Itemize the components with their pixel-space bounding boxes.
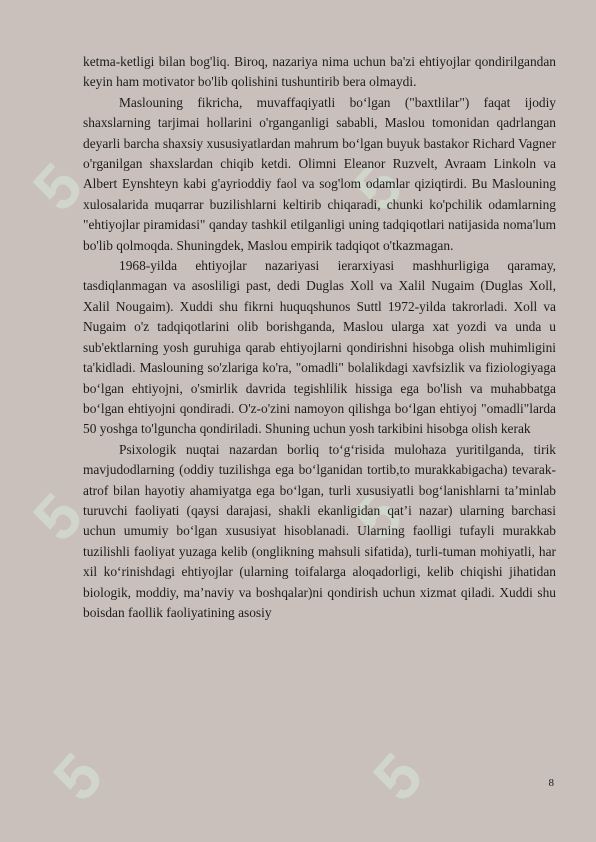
- paragraph-hall-nougaim: 1968-yilda ehtiyojlar nazariyasi ierarxiyasi mashhurligiga qaramay, tasdiqlanmagan va asosliligi past, dedi Duglas Xoll va Xalil Nugaim (Duglas Xoll, Xalil Nougaim). Xuddi shu fikrni huquqshunos Suttl 1972-yilda takrorladi. Xoll va Nugaim o'z tadqiqotlarini olib borishganda, Maslou ularga xat yozdi va unda u sub'ektlarning yosh guruhiga qarab ehtiyojlarni qondirishni hisobga olish muhimligini ta'kidladi. Maslouning so'zlariga ko'ra, "omadli" bolalikdagi xavfsizlik va fiziologiyaga bo‘lgan ehtiyojni, o'smirlik davrida tegishlilik hissiga ega bo'lish va muhabbatga bo‘lgan ehtiyojni qondiradi. O'z-o'zini namoyon qilishga bo‘lgan ehtiyoj "omadli"larda 50 yoshga to'lguncha qondiriladi. Shuning uchun yosh tarkibini hisobga olish kerak: [83, 258, 556, 437]
- watermark: 5: [19, 149, 97, 225]
- paragraph-continuation: ketma-ketligi bilan bog'liq. Biroq, nazariya nima uchun ba'zi ehtiyojlar qondirilgandan keyin ham motivator bo'lib qolishini tushuntirib bera olmaydi.: [83, 54, 556, 90]
- watermark: 5: [339, 479, 417, 555]
- watermark: 5: [19, 479, 97, 555]
- watermark: 5: [359, 739, 437, 815]
- paragraph-maslou-critique: Maslouning fikricha, muvaffaqiyatli bo‘lgan ("baxtlilar") faqat ijodiy shaxslarning tarjimai hollarini o'rganganligi sababli, Maslou tomonidan qadrlangan deyarli barcha shaxsiy xususiyatlardan mahrum bo‘lgan buyuk bastakor Richard Vagner o'rganilgan shaxslardan chiqib ketdi. Olimni Eleanor Ruzvelt, Avraam Linkoln va Albert Eynshteyn kabi g'ayrioddiy faol va sog'lom odamlar qiziqtirdi. Bu Maslouning xulosalarida muqarrar buzilishlarni keltirib chiqaradi, chunki ko'pchilik odamlarning "ehtiyojlar piramidasi" qanday tashkil etilganligi uning tadqiqotlari natijasida noma'lum bo'lib qolmoqda. Shuningdek, Maslou empirik tadqiqot o'tkazmagan.: [83, 94, 556, 253]
- page-number: 8: [548, 777, 554, 789]
- watermark: 5: [339, 149, 417, 225]
- paragraph-psychological-view: Psixologik nuqtai nazardan borliq to‘g‘risida mulohaza yuritilganda, tirik mavjudodlarning (oddiy tuzilishga ega bo‘lganidan tortib,to murakkabigacha) tevarak- atrof bilan hayotiy ahamiyatga ega bo‘lgan, turli xususiyatli bog‘lanishlarni ta’minlab turuvchi faoliyati (qaysi darajasi, shakli ekanligidan qat’i nazar) ularning barchasi uchun umumiy bo‘lgan xususiyat hisoblanadi. Ularning faolligi tufayli murakkab tuzilishli faoliyat yuzaga kelib (onglikning mahsuli sifatida), turli-tuman mohiyatli, har xil ko‘rinishdagi ehtiyojlar (ularning toifalarga aloqadorligi, kelib chiqishi jihatidan biologik, moddiy, ma’naviy va boshqalar)ni qondirish uchun xizmat qiladi. Xuddi shu boisdan faollik faoliyatining asosiy: [83, 441, 556, 620]
- watermark: 5: [39, 739, 117, 815]
- body-text: [83, 52, 556, 623]
